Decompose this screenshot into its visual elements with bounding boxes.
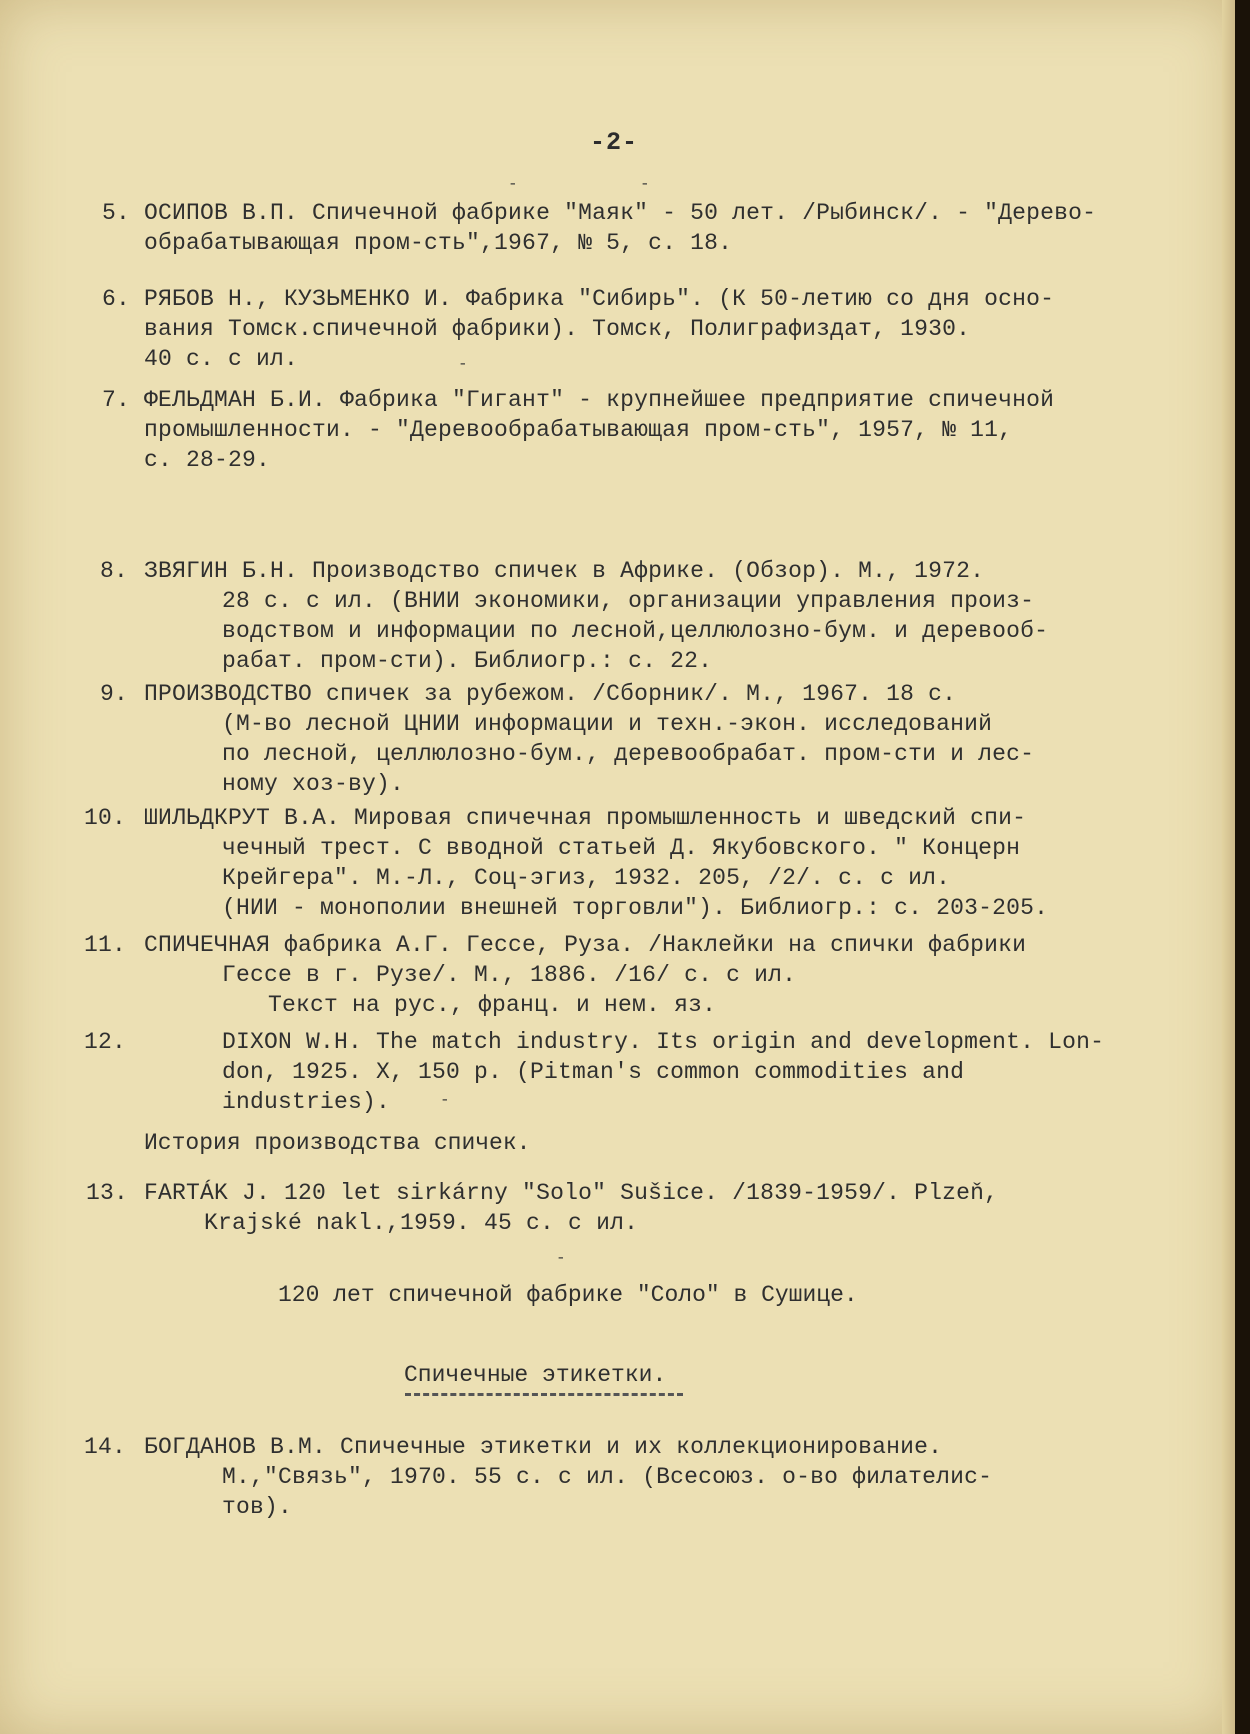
entry-number: 6.: [102, 286, 131, 312]
entry-line: don, 1925. X, 150 p. (Pitman's common commodities and: [222, 1059, 965, 1085]
entry-line: Krajské nakl.,1959. 45 c. c ил.: [204, 1210, 639, 1236]
entry-line: ному хоз-ву).: [222, 771, 405, 797]
bibliography-entry-12: [84, 1027, 1104, 1117]
entry-number: 12.: [84, 1029, 127, 1055]
entry-line: с. 28-29.: [144, 447, 271, 473]
entry-line: 40 с. с ил.: [144, 346, 299, 372]
entry-line: Текст на рус., франц. и нем. яз.: [268, 992, 717, 1018]
bibliography-entry-9: [100, 679, 1034, 799]
typewriter-mark: -: [440, 1091, 450, 1109]
entry-number: 11.: [84, 932, 127, 958]
entry-line: промышленности. - "Деревообрабатывающая пром-сть", 1957, № 11,: [144, 417, 1013, 443]
entry-line: тов).: [222, 1494, 293, 1520]
entry-line: DIXON W.H. The match industry. Its origin and development. Lon-: [222, 1029, 1105, 1055]
translation-line: 120 лет спичечной фабрике "Соло" в Сушице.: [278, 1282, 858, 1308]
entry-line: РЯБОВ Н., КУЗЬМЕНКО И. Фабрика "Сибирь". (К 50-летию со дня осно-: [144, 286, 1055, 312]
entry-number: 5.: [102, 200, 131, 226]
entry-number: 14.: [84, 1434, 127, 1460]
entry-line: ФЕЛЬДМАН Б.И. Фабрика "Гигант" - крупнейшее предприятие спичечной: [144, 387, 1055, 413]
entry-line: (М-во лесной ЦНИИ информации и техн.-экон. исследований: [222, 711, 993, 737]
heading-underline: [405, 1393, 683, 1396]
entry-line: industries).: [222, 1089, 391, 1115]
bibliography-entry-10: [84, 803, 1048, 923]
section-heading-history: История производства спичек.: [144, 1130, 531, 1156]
entry-number: 13.: [86, 1180, 129, 1206]
entry-line: рабат. пром-сти). Библиогр.: с. 22.: [222, 648, 713, 674]
entry-line: водством и информации по лесной,целлюлозно-бум. и деревооб-: [222, 618, 1049, 644]
entry-line: БОГДАНОВ В.М. Спичечные этикетки и их коллекционирование.: [144, 1434, 943, 1460]
entry-line: вания Томск.спичечной фабрики). Томск, Полиграфиздат, 1930.: [144, 316, 971, 342]
entry-line: 28 с. с ил. (ВНИИ экономики, организации управления произ-: [222, 588, 1035, 614]
entry-line: СПИЧЕЧНАЯ фабрика А.Г. Гессе, Руза. /Наклейки на спички фабрики: [144, 932, 1027, 958]
entry-line: ПРОИЗВОДСТВО спичек за рубежом. /Сборник/. М., 1967. 18 с.: [144, 681, 957, 707]
entry-number: 10.: [84, 805, 127, 831]
entry-line: ОСИПОВ В.П. Спичечной фабрике "Маяк" - 50 лет. /Рыбинск/. - "Дерево-: [144, 200, 1097, 226]
bibliography-entry-5: [102, 198, 1096, 258]
entry-number: 7.: [102, 387, 131, 413]
bibliography-entry-13: [86, 1178, 998, 1238]
page-number: -2-: [590, 128, 639, 157]
section-heading-labels: Спичечные этикетки.: [404, 1362, 667, 1388]
entry-line: (НИИ - монополии внешней торговли"). Библиогр.: с. 203-205.: [222, 895, 1049, 921]
typewriter-mark: -: [458, 355, 468, 373]
typewriter-mark: -: [508, 175, 518, 193]
entry-line: Гессе в г. Рузе/. М., 1886. /16/ с. с ил.: [222, 962, 797, 988]
entry-number: 8.: [100, 558, 129, 584]
entry-line: обрабатывающая пром-сть",1967, № 5, с. 18.: [144, 230, 733, 256]
bibliography-entry-6: [102, 284, 1054, 374]
entry-line: ЗВЯГИН Б.Н. Производство спичек в Африке. (Обзор). М., 1972.: [144, 558, 985, 584]
entry-line: Крейгера". М.-Л., Соц-эгиз, 1932. 205, /2/. с. с ил.: [222, 865, 951, 891]
typewriter-mark: -: [640, 175, 650, 193]
entry-line: по лесной, целлюлозно-бум., деревообрабат. пром-сти и лес-: [222, 741, 1035, 767]
bibliography-entry-11: [84, 930, 1026, 1020]
bibliography-entry-14: [84, 1432, 992, 1522]
entry-number: 9.: [100, 681, 129, 707]
bibliography-entry-7: [102, 385, 1054, 475]
entry-line: ШИЛЬДКРУТ В.А. Мировая спичечная промышленность и шведский спи-: [144, 805, 1027, 831]
typewriter-mark: -: [556, 1249, 566, 1267]
bibliography-entry-8: [100, 556, 1048, 676]
entry-line: М.,"Связь", 1970. 55 с. с ил. (Всесоюз. о-во филателис-: [222, 1464, 993, 1490]
entry-line: чечный трест. С вводной статьей Д. Якубовского. " Концерн: [222, 835, 1021, 861]
entry-line: FARTÁK J. 120 let sirkárny "Solo" Sušice. /1839-1959/. Plzeň,: [144, 1180, 999, 1206]
page-edge: [1222, 0, 1235, 1734]
